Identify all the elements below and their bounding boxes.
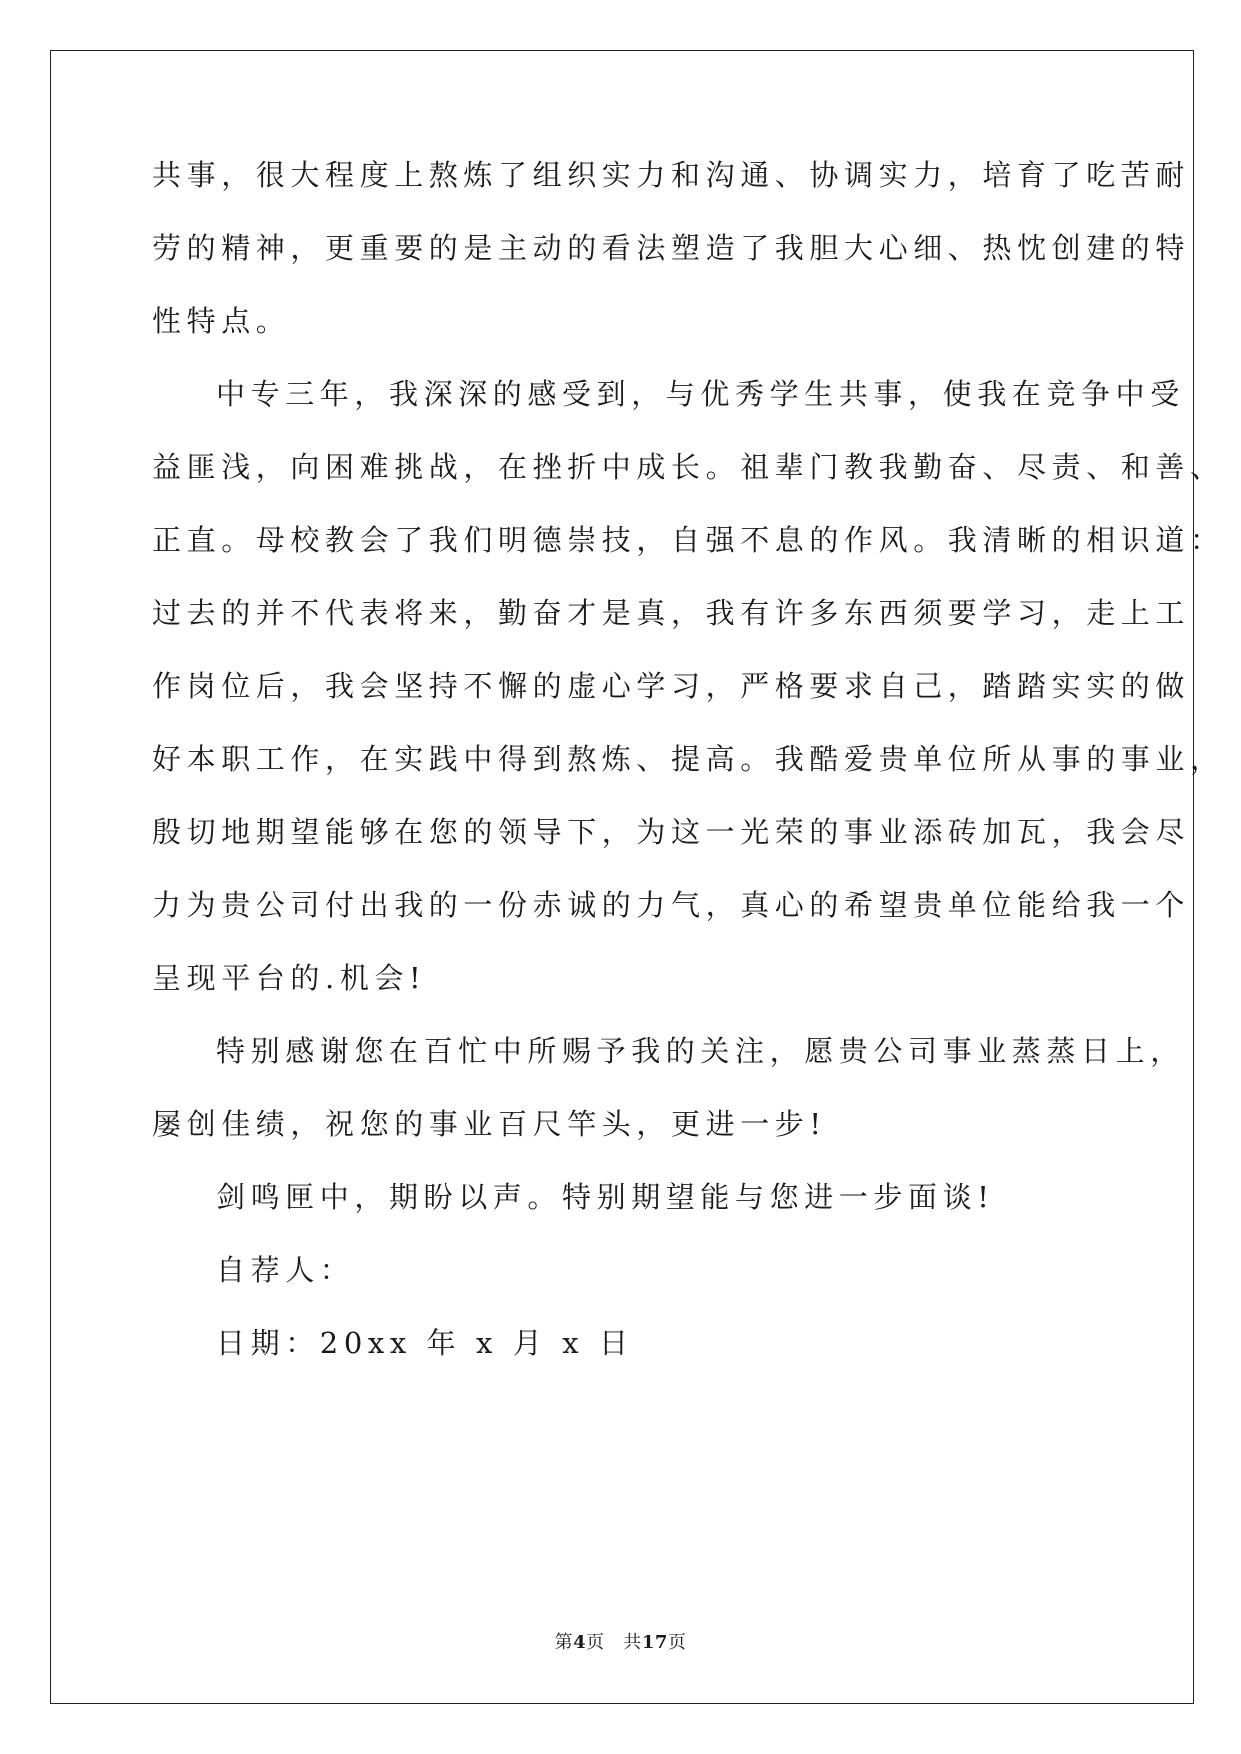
page-prefix: 第 [554,1632,574,1653]
date-line: 日期：20xx 年 x 月 x 日 [216,1326,634,1360]
paragraph-line: 益匪浅，向困难挑战，在挫折中成长。祖辈门教我勤奋、尽责、和善、 [152,450,1225,484]
paragraph-line: 过去的并不代表将来，勤奋才是真，我有许多东西须要学习，走上工 [152,596,1191,630]
paragraph-line: 呈现平台的.机会! [152,961,427,995]
paragraph-line: 作岗位后，我会坚持不懈的虚心学习，严格要求自己，踏踏实实的做 [152,669,1191,703]
paragraph-line: 正直。母校教会了我们明德崇技，自强不息的作风。我清晰的相识道： [152,523,1225,557]
paragraph-line: 特别感谢您在百忙中所赐予我的关注，愿贵公司事业蒸蒸日上， [216,1034,1185,1068]
paragraph-line: 屡创佳绩，祝您的事业百尺竿头，更进一步! [152,1107,827,1141]
paragraph-line: 中专三年，我深深的感受到，与优秀学生共事，使我在竞争中受 [216,377,1185,411]
page-suffix: 页 [667,1632,687,1653]
paragraph-line: 力为贵公司付出我的一份赤诚的力气，真心的希望贵单位能给我一个 [152,888,1191,922]
total-pages-number: 17 [641,1632,668,1653]
paragraph-line: 共事，很大程度上熬炼了组织实力和沟通、协调实力，培育了吃苦耐 [152,158,1191,192]
paragraph-line: 殷切地期望能够在您的领导下，为这一光荣的事业添砖加瓦，我会尽 [152,815,1191,849]
current-page-number: 4 [573,1632,587,1653]
signature-label: 自荐人： [216,1253,355,1287]
paragraph-line: 剑鸣匣中，期盼以声。特别期望能与您进一步面谈! [216,1180,995,1214]
page-border [50,50,1194,1704]
page-mid-text: 页 共 [586,1632,642,1653]
page-number-footer [0,1628,1241,1654]
paragraph-line: 劳的精神，更重要的是主动的看法塑造了我胆大心细、热忱创建的特 [152,231,1191,265]
paragraph-line: 好本职工作，在实践中得到熬炼、提高。我酷爱贵单位所从事的事业， [152,742,1225,776]
paragraph-line: 性特点。 [152,304,291,338]
